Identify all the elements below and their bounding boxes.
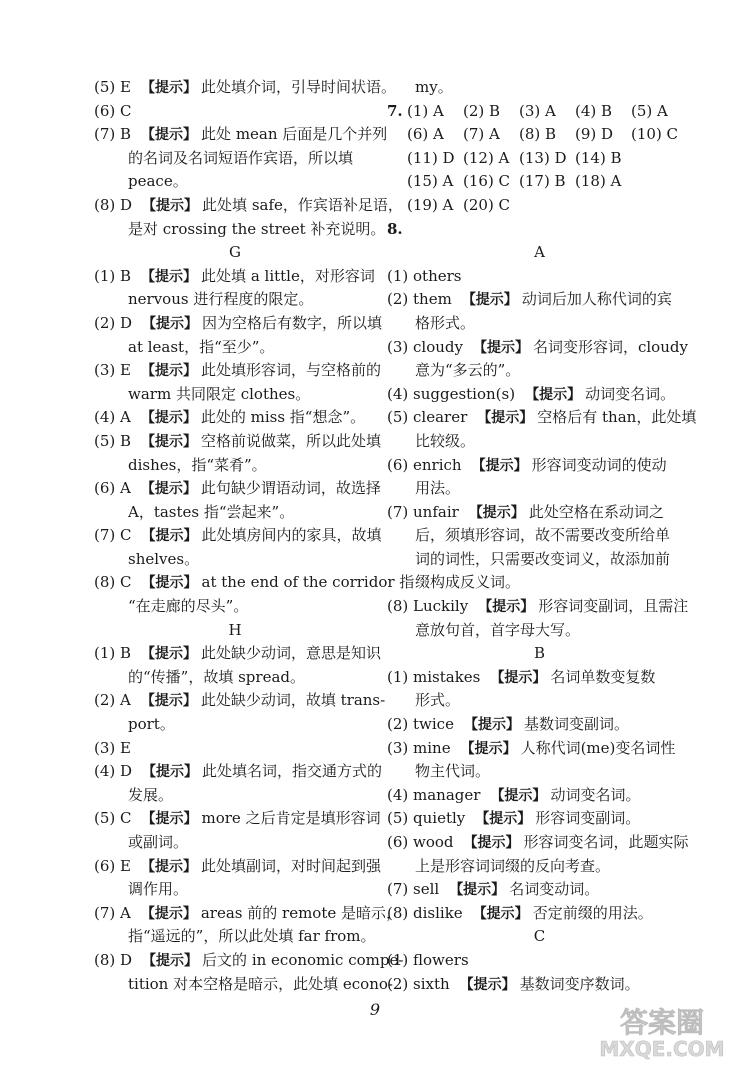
answer-continuation: 词的词性，只需要改变词义，故添加前 — [415, 549, 671, 568]
choice-answer: (18) A — [575, 172, 622, 191]
answer-line: (8) D 【提示】 此处填 safe，作宾语补足语， — [94, 195, 403, 214]
answer-line — [387, 713, 692, 737]
answer-line — [94, 855, 381, 879]
hint-label: 【提示】 — [461, 292, 518, 309]
hint-text: 此处填房间内的家具，故填 — [201, 526, 382, 545]
answer-key: (5) clearer — [387, 408, 468, 427]
answer-line — [94, 642, 382, 666]
hint-label: 【提示】 — [475, 811, 532, 828]
answer-key: (2) D — [94, 313, 133, 332]
choice-answer: (10) C — [631, 125, 679, 144]
hint-text: 此处填 a little，对形容词 — [201, 266, 375, 285]
choice-answer: (9) D — [575, 125, 614, 144]
question-7-row — [387, 170, 692, 194]
answer-continuation: 是对 crossing the street 补充说明。 — [128, 219, 386, 238]
answer-key: (1) B — [94, 266, 132, 285]
answer-line — [94, 737, 376, 761]
answer-continuation: 后，须填形容词，故不需要改变所给单 — [415, 526, 671, 545]
hint-text: 形容词变副词，且需注 — [538, 597, 689, 616]
answer-line — [94, 406, 376, 430]
choice-answer: (5) A — [631, 101, 668, 120]
hint-text: 名词单数变复数 — [550, 667, 656, 686]
answer-continuation: nervous 进行程度的限定。 — [128, 290, 314, 309]
hint-label: 【提示】 — [141, 811, 198, 828]
answer-line: (6) C — [94, 101, 132, 120]
answer-line — [387, 831, 692, 855]
answer-line — [387, 383, 692, 407]
section-g-list — [94, 265, 415, 619]
hint-text: 形容词变动词的使动 — [531, 455, 667, 474]
answer-line — [94, 689, 386, 713]
answer-continuation: 的“传播”，故填 spread。 — [128, 667, 305, 686]
answer-key: (7) A — [94, 903, 131, 922]
section-heading-h: H — [228, 620, 242, 639]
hint-label: 【提示】 — [472, 339, 529, 356]
answer-line — [94, 524, 382, 548]
hint-label: 【提示】 — [449, 882, 506, 899]
answer-key: (3) E — [94, 361, 131, 380]
answer-key: (6) A — [94, 479, 131, 498]
hint-text: 形容词变副词。 — [535, 809, 641, 828]
answer-key: (2) twice — [387, 715, 454, 734]
answer-continuation: at least，指“至少”。 — [128, 337, 275, 356]
hint-label: 【提示】 — [140, 363, 197, 380]
answer-key: (3) E — [94, 738, 131, 757]
choice-answer: (8) B — [519, 125, 557, 144]
answer-key: (8) dislike — [387, 903, 463, 922]
hint-text: 动词变名词。 — [550, 785, 641, 804]
answer-key: (7) unfair — [387, 502, 459, 521]
answer-continuation: 意为“多云的”。 — [415, 361, 521, 380]
hint-text: more 之后肯定是填形容词 — [201, 809, 381, 828]
answer-continuation: 的名词及名词短语作宾语，所以填 — [128, 148, 354, 167]
hint-label: 【提示】 — [141, 646, 198, 663]
choice-answer: (12) A — [463, 148, 510, 167]
hint-text: 此处空格在系动词之 — [528, 502, 664, 521]
page-number: 9 — [369, 1000, 381, 1019]
answer-line — [94, 477, 381, 501]
section-heading-a: A — [534, 243, 545, 262]
section-a-list — [387, 265, 697, 643]
answer-continuation: dishes，指“菜肴”。 — [128, 455, 267, 474]
choice-answer: (2) B — [463, 101, 501, 120]
answer-line — [387, 973, 692, 997]
hint-text: 基数词变序数词。 — [519, 974, 640, 993]
hint-text: 基数词变副词。 — [523, 715, 629, 734]
answer-line — [387, 902, 692, 926]
answer-key: (5) C — [94, 809, 132, 828]
hint-label: 【提示】 — [140, 858, 197, 875]
hint-label: 【提示】 — [142, 764, 199, 781]
hint-label: 【提示】 — [471, 457, 528, 474]
hint-text: 人称代词(me)变名词性 — [520, 738, 676, 757]
hint-text: 空格前说做菜，所以此处填 — [201, 431, 382, 450]
answer-continuation: 意放句首，首字母大写。 — [415, 620, 581, 639]
hint-label: 【提示】 — [478, 599, 535, 616]
section-heading-g: G — [229, 243, 241, 262]
answer-line — [387, 737, 692, 761]
answer-line — [94, 902, 402, 926]
hint-text: 形容词变名词，此题实际 — [523, 833, 689, 851]
hint-label: 【提示】 — [142, 952, 199, 969]
answer-key: (4) D — [94, 762, 133, 781]
answer-line — [94, 265, 376, 289]
answer-key: (7) sell — [387, 880, 440, 899]
hint-label: 【提示】 — [141, 268, 198, 285]
hint-label: 【提示】 — [140, 693, 197, 710]
answer-line — [94, 571, 415, 595]
hint-text: 名词变形容词，cloudy — [532, 337, 688, 356]
hint-text: 名词变动词。 — [509, 880, 600, 899]
answer-continuation: peace。 — [128, 172, 188, 191]
choice-answer: (20) C — [463, 195, 511, 214]
hint-label: 【提示】 — [140, 905, 197, 922]
hint-label: 【提示】 — [141, 528, 198, 545]
answer-continuation: 上是形容词词缀的反向考查。 — [415, 856, 611, 875]
answer-line — [387, 265, 692, 289]
answer-key: (1) others — [387, 266, 462, 285]
hint-label: 【提示】 — [141, 575, 198, 592]
answer-line — [387, 336, 692, 360]
answer-key: (2) A — [94, 691, 131, 710]
answer-key: (6) wood — [387, 833, 454, 851]
answer-key: (3) mine — [387, 738, 451, 757]
answer-key: (8) D — [94, 950, 133, 969]
choice-answer: (17) B — [519, 172, 566, 191]
answer-continuation: port。 — [128, 715, 175, 734]
answer-continuation: A，tastes 指“尝起来”。 — [128, 502, 295, 521]
answer-line — [387, 666, 692, 690]
answer-key: (6) E — [94, 856, 131, 875]
watermark-bottom: MXQE.COM — [599, 1037, 725, 1060]
watermark-logo — [582, 1002, 742, 1060]
answer-line — [387, 949, 692, 973]
choice-answer: (3) A — [519, 101, 556, 120]
answer-line — [94, 430, 382, 454]
choice-answer: (19) A — [407, 195, 454, 214]
hint-text: 此处填副词，对时间起到强 — [200, 856, 381, 875]
answer-line: (7) B 【提示】 此处 mean 后面是几个并列 — [94, 125, 388, 144]
hint-label: 【提示】 — [525, 386, 582, 403]
question-7-row — [387, 194, 692, 218]
hint-text: areas 前的 remote 是暗示， — [200, 903, 402, 922]
hint-text: 动词后加人称代词的宾 — [521, 290, 672, 309]
answer-key: (5) quietly — [387, 809, 466, 828]
choice-answer: (14) B — [575, 148, 622, 167]
hint-text: 空格后有 than，此处填 — [537, 408, 697, 427]
section-heading-b: B — [533, 644, 546, 663]
choice-answer: (1) A — [407, 101, 444, 120]
hint-label: 【提示】 — [463, 835, 520, 851]
answer-line — [94, 949, 404, 973]
hint-text: 此处的 miss 指“想念”。 — [200, 408, 366, 427]
hint-label: 【提示】 — [472, 905, 529, 922]
answer-line — [94, 312, 383, 336]
answer-line — [94, 807, 381, 831]
hint-text: 此句缺少谓语动词，故选择 — [200, 479, 381, 498]
choice-answer: (11) D — [407, 148, 455, 167]
answer-key: (7) C — [94, 526, 132, 545]
hint-text: 动词变名词。 — [585, 384, 676, 403]
question-7-row — [387, 123, 692, 147]
answer-key: (2) them — [387, 290, 452, 309]
hint-label: 【提示】 — [460, 740, 517, 757]
hint-label: 【提示】 — [463, 717, 520, 734]
answer-key: (1) B — [94, 644, 132, 663]
hint-text: 否定前缀的用法。 — [532, 903, 653, 922]
answer-line — [387, 288, 692, 312]
answer-continuation: 调作用。 — [128, 880, 189, 899]
choice-answer: (16) C — [463, 172, 511, 191]
section-b-list — [387, 666, 692, 926]
answer-line — [387, 501, 692, 525]
answer-key: (1) mistakes — [387, 667, 481, 686]
answer-line: (5) E 【提示】 此处填介词，引导时间状语。 — [94, 78, 396, 96]
answer-key: (8) Luckily — [387, 597, 469, 616]
choice-answer: (6) A — [407, 125, 444, 144]
answer-key: (4) A — [94, 408, 131, 427]
answer-continuation: 缀构成反义词。 — [415, 573, 521, 592]
answer-line — [94, 760, 383, 784]
question-7-row: 7. (1) A (2) B (3) A (4) B (5) A — [387, 100, 692, 124]
answer-continuation: 形式。 — [415, 691, 461, 710]
hint-label: 【提示】 — [490, 669, 547, 686]
section-h-list — [94, 642, 404, 996]
hint-label: 【提示】 — [142, 315, 199, 332]
hint-label: 【提示】 — [140, 481, 197, 498]
answer-line — [387, 784, 692, 808]
answer-key: (1) flowers — [387, 950, 469, 969]
choice-answer: (7) A — [463, 125, 500, 144]
choice-answer: (15) A — [407, 172, 454, 191]
answer-continuation: “在走廊的尽头”。 — [128, 597, 249, 616]
answer-line — [387, 878, 692, 902]
answer-continuation: my。 — [415, 78, 453, 96]
answer-continuation: 指“遥远的”，所以此处填 far from。 — [128, 927, 376, 946]
answer-key: (6) enrich — [387, 455, 462, 474]
answer-continuation: 比较级。 — [415, 431, 476, 450]
answer-key: (5) B — [94, 431, 132, 450]
hint-label: 【提示】 — [141, 433, 198, 450]
answer-line — [387, 454, 692, 478]
answer-continuation: 物主代词。 — [415, 762, 491, 781]
watermark-top: 答案圈 — [619, 1006, 705, 1039]
hint-label: 【提示】 — [140, 410, 197, 427]
hint-label: 【提示】 — [477, 410, 534, 427]
answer-continuation: 格形式。 — [415, 313, 476, 332]
answer-continuation: tition 对本空格是暗示，此处填 econo- — [128, 974, 393, 993]
choice-answer: (13) D — [519, 148, 567, 167]
hint-text: 此处填形容词，与空格前的 — [200, 361, 381, 380]
hint-label: 【提示】 — [490, 787, 547, 804]
choice-answer: (4) B — [575, 101, 613, 120]
section-heading-c: C — [533, 927, 546, 946]
answer-key: (3) cloudy — [387, 337, 463, 356]
hint-text: at the end of the corridor 指 — [201, 573, 415, 592]
section-c-list — [387, 949, 692, 996]
right-column — [387, 76, 697, 996]
answer-key: (4) manager — [387, 785, 481, 804]
hint-label: 【提示】 — [459, 976, 516, 993]
answer-line — [387, 406, 697, 430]
answer-continuation: warm 共同限定 clothes。 — [128, 384, 311, 403]
hint-text: 此处填名词，指交通方式的 — [202, 762, 383, 781]
hint-text: 此处缺少动词，意思是知识 — [201, 644, 382, 663]
answer-line — [387, 807, 692, 831]
answer-line — [94, 359, 381, 383]
answer-continuation: 发展。 — [128, 785, 174, 804]
question-8-label: 8. — [387, 219, 403, 238]
hint-text: 因为空格后有数字，所以填 — [202, 313, 383, 332]
answer-key: (8) C — [94, 573, 132, 592]
answer-continuation: 用法。 — [415, 479, 461, 498]
answer-continuation: 或副词。 — [128, 833, 189, 851]
answer-continuation: shelves。 — [128, 549, 200, 568]
answer-line — [387, 595, 692, 619]
answer-key: (2) sixth — [387, 974, 450, 993]
answer-key: (4) suggestion(s) — [387, 384, 516, 403]
hint-label: 【提示】 — [468, 504, 525, 521]
hint-text: 此处缺少动词，故填 trans- — [200, 691, 386, 710]
question-7-row — [387, 147, 692, 171]
hint-text: 后文的 in economic compe- — [202, 950, 404, 969]
